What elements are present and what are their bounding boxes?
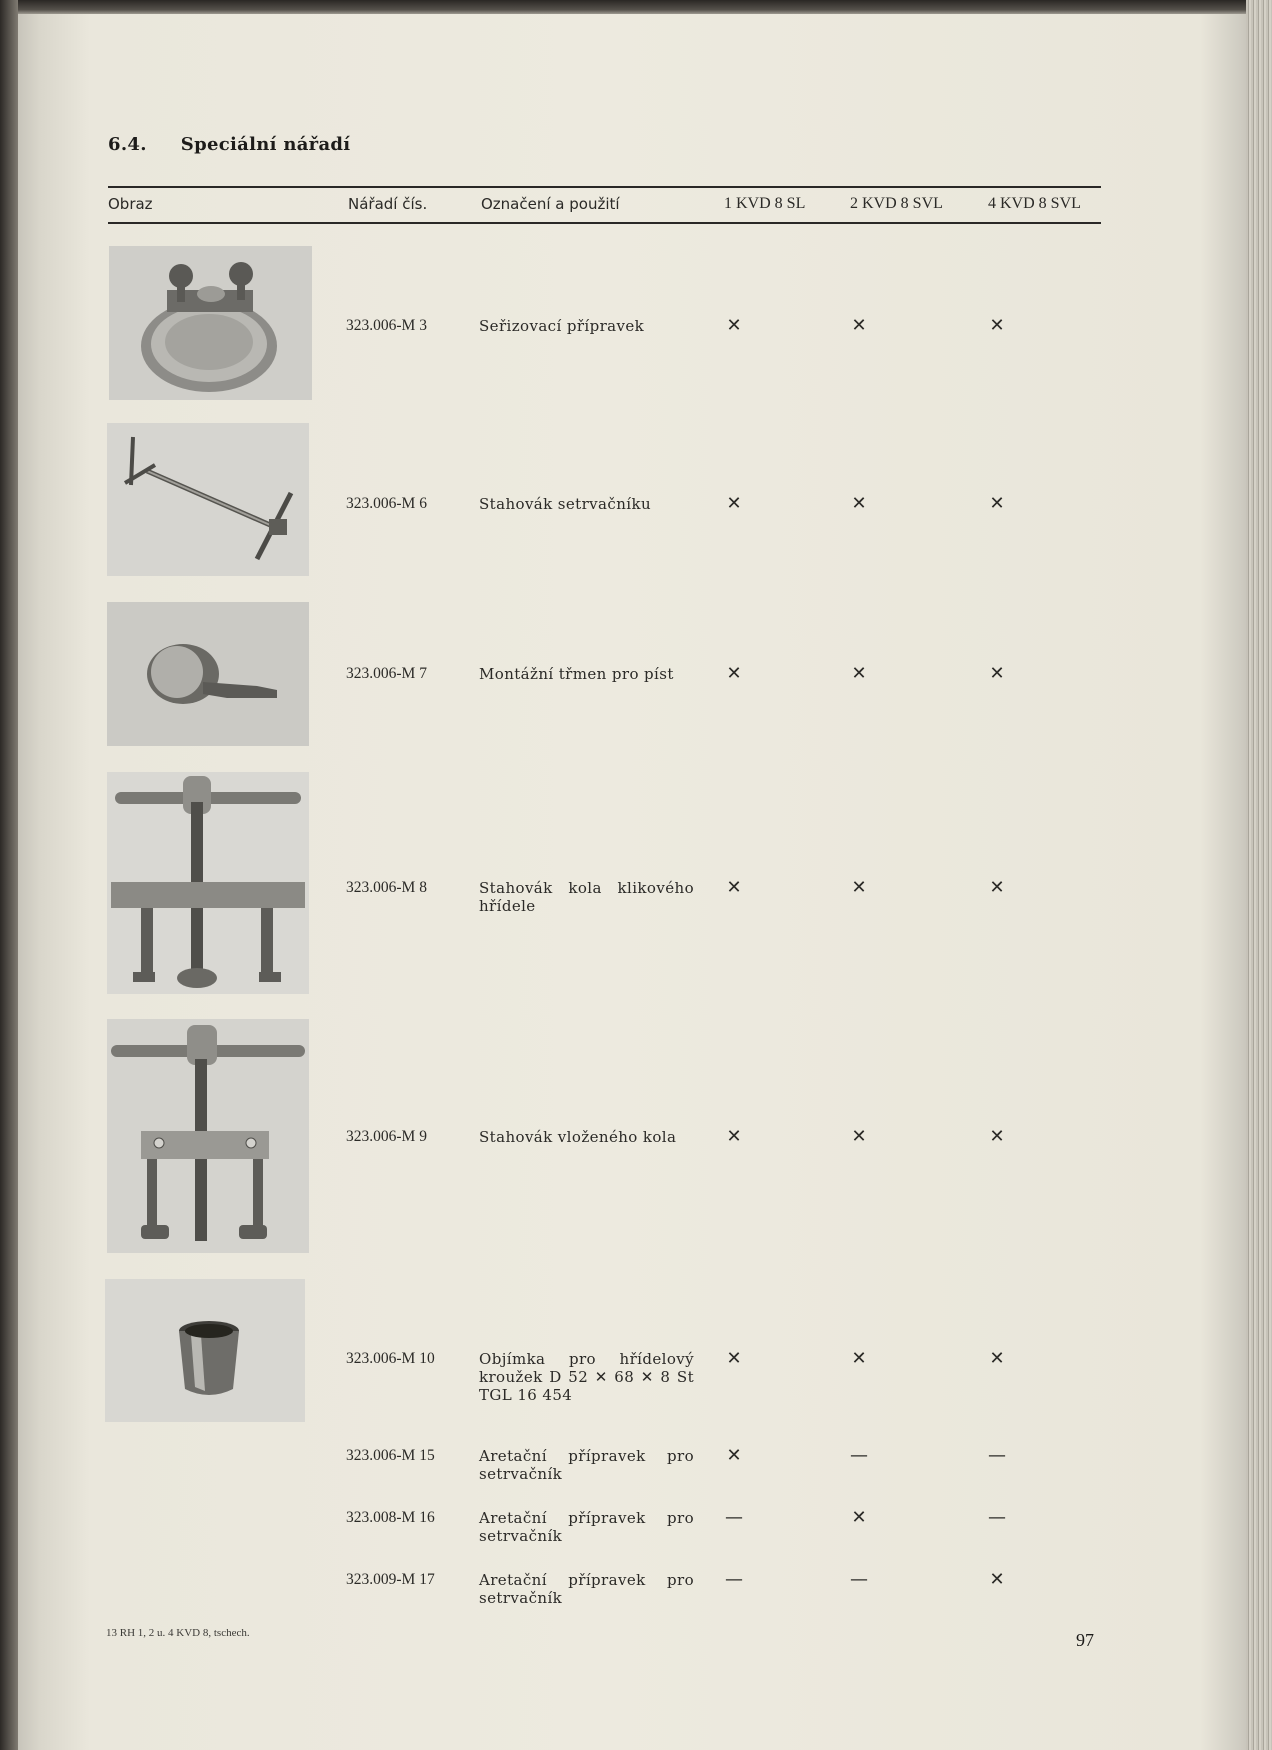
tool-photo-piston-clamp — [107, 602, 309, 746]
tool-number: 323.006-M 7 — [346, 665, 427, 682]
tool-description: Aretační přípravek pro setrvačník — [479, 1571, 694, 1607]
applicability-mark: ✕ — [851, 1126, 867, 1147]
column-header-2kvd8svl: 2 KVD 8 SVL — [850, 195, 943, 212]
applicability-mark: ✕ — [726, 493, 742, 514]
applicability-mark: ✕ — [851, 315, 867, 336]
section-number: 6.4. — [108, 134, 147, 155]
table-header-rule — [108, 222, 1101, 224]
applicability-mark: — — [850, 1445, 868, 1466]
book-spine-shadow — [0, 0, 18, 1750]
column-header-tool-no: Nářadí čís. — [348, 195, 428, 213]
tool-number: 323.006-M 15 — [346, 1447, 435, 1464]
tool-photo-flywheel-puller — [107, 423, 309, 576]
tool-description: Seřizovací přípravek — [479, 317, 645, 335]
tool-number: 323.008-M 16 — [346, 1509, 435, 1526]
applicability-mark: ✕ — [989, 493, 1005, 514]
section-title: Speciální nářadí — [180, 134, 351, 155]
tool-description: Objímka pro hřídelový kroužek D 52 ✕ 68 ✕ 8 St TGL 16 454 — [479, 1350, 694, 1404]
applicability-mark: ✕ — [851, 663, 867, 684]
applicability-mark: ✕ — [726, 877, 742, 898]
applicability-mark: ✕ — [989, 663, 1005, 684]
applicability-mark: ✕ — [726, 1445, 742, 1466]
tool-number: 323.009-M 17 — [346, 1571, 435, 1588]
tool-number: 323.006-M 8 — [346, 879, 427, 896]
applicability-mark: — — [725, 1569, 743, 1590]
applicability-mark: ✕ — [851, 1348, 867, 1369]
footer-note: 13 RH 1, 2 u. 4 KVD 8, tschech. — [106, 1627, 250, 1639]
tool-number: 323.006-M 9 — [346, 1128, 427, 1145]
tool-number: 323.006-M 6 — [346, 495, 427, 512]
column-header-4kvd8svl: 4 KVD 8 SVL — [988, 195, 1081, 212]
applicability-mark: ✕ — [989, 1569, 1005, 1590]
tool-photo-idler-gear-puller — [107, 1019, 309, 1253]
applicability-mark: — — [725, 1507, 743, 1528]
tool-photo-adjusting-fixture — [109, 246, 312, 400]
tool-description: Stahovák vloženého kola — [479, 1128, 677, 1146]
tool-number: 323.006-M 10 — [346, 1350, 435, 1367]
tool-photo-shaft-ring-sleeve — [105, 1279, 305, 1422]
tool-number: 323.006-M 3 — [346, 317, 427, 334]
table-top-rule — [108, 186, 1101, 188]
tool-description: Aretační přípravek pro setrvačník — [479, 1447, 694, 1483]
tool-description: Aretační přípravek pro setrvačník — [479, 1509, 694, 1545]
column-header-1kvd8sl: 1 KVD 8 SL — [724, 195, 806, 212]
applicability-mark: ✕ — [726, 1348, 742, 1369]
applicability-mark: — — [850, 1569, 868, 1590]
applicability-mark: ✕ — [726, 1126, 742, 1147]
applicability-mark: ✕ — [989, 877, 1005, 898]
tool-description: Stahovák setrvačníku — [479, 495, 652, 513]
applicability-mark: ✕ — [851, 1507, 867, 1528]
page-stack-edge — [1246, 0, 1272, 1750]
applicability-mark: ✕ — [726, 663, 742, 684]
applicability-mark: — — [988, 1507, 1006, 1528]
tool-description: Stahovák kola klikového hřídele — [479, 879, 694, 915]
applicability-mark: ✕ — [989, 1126, 1005, 1147]
applicability-mark: ✕ — [726, 315, 742, 336]
section-heading — [108, 134, 350, 155]
page-number: 97 — [1076, 1630, 1094, 1650]
tool-description: Montážní třmen pro píst — [479, 665, 674, 683]
applicability-mark: ✕ — [989, 1348, 1005, 1369]
applicability-mark: ✕ — [989, 315, 1005, 336]
column-header-description: Označení a použití — [481, 195, 620, 213]
applicability-mark: — — [988, 1445, 1006, 1466]
book-top-edge — [0, 0, 1272, 14]
tool-photo-crankshaft-gear-puller — [107, 772, 309, 994]
column-header-image: Obraz — [108, 195, 153, 213]
applicability-mark: ✕ — [851, 493, 867, 514]
applicability-mark: ✕ — [851, 877, 867, 898]
